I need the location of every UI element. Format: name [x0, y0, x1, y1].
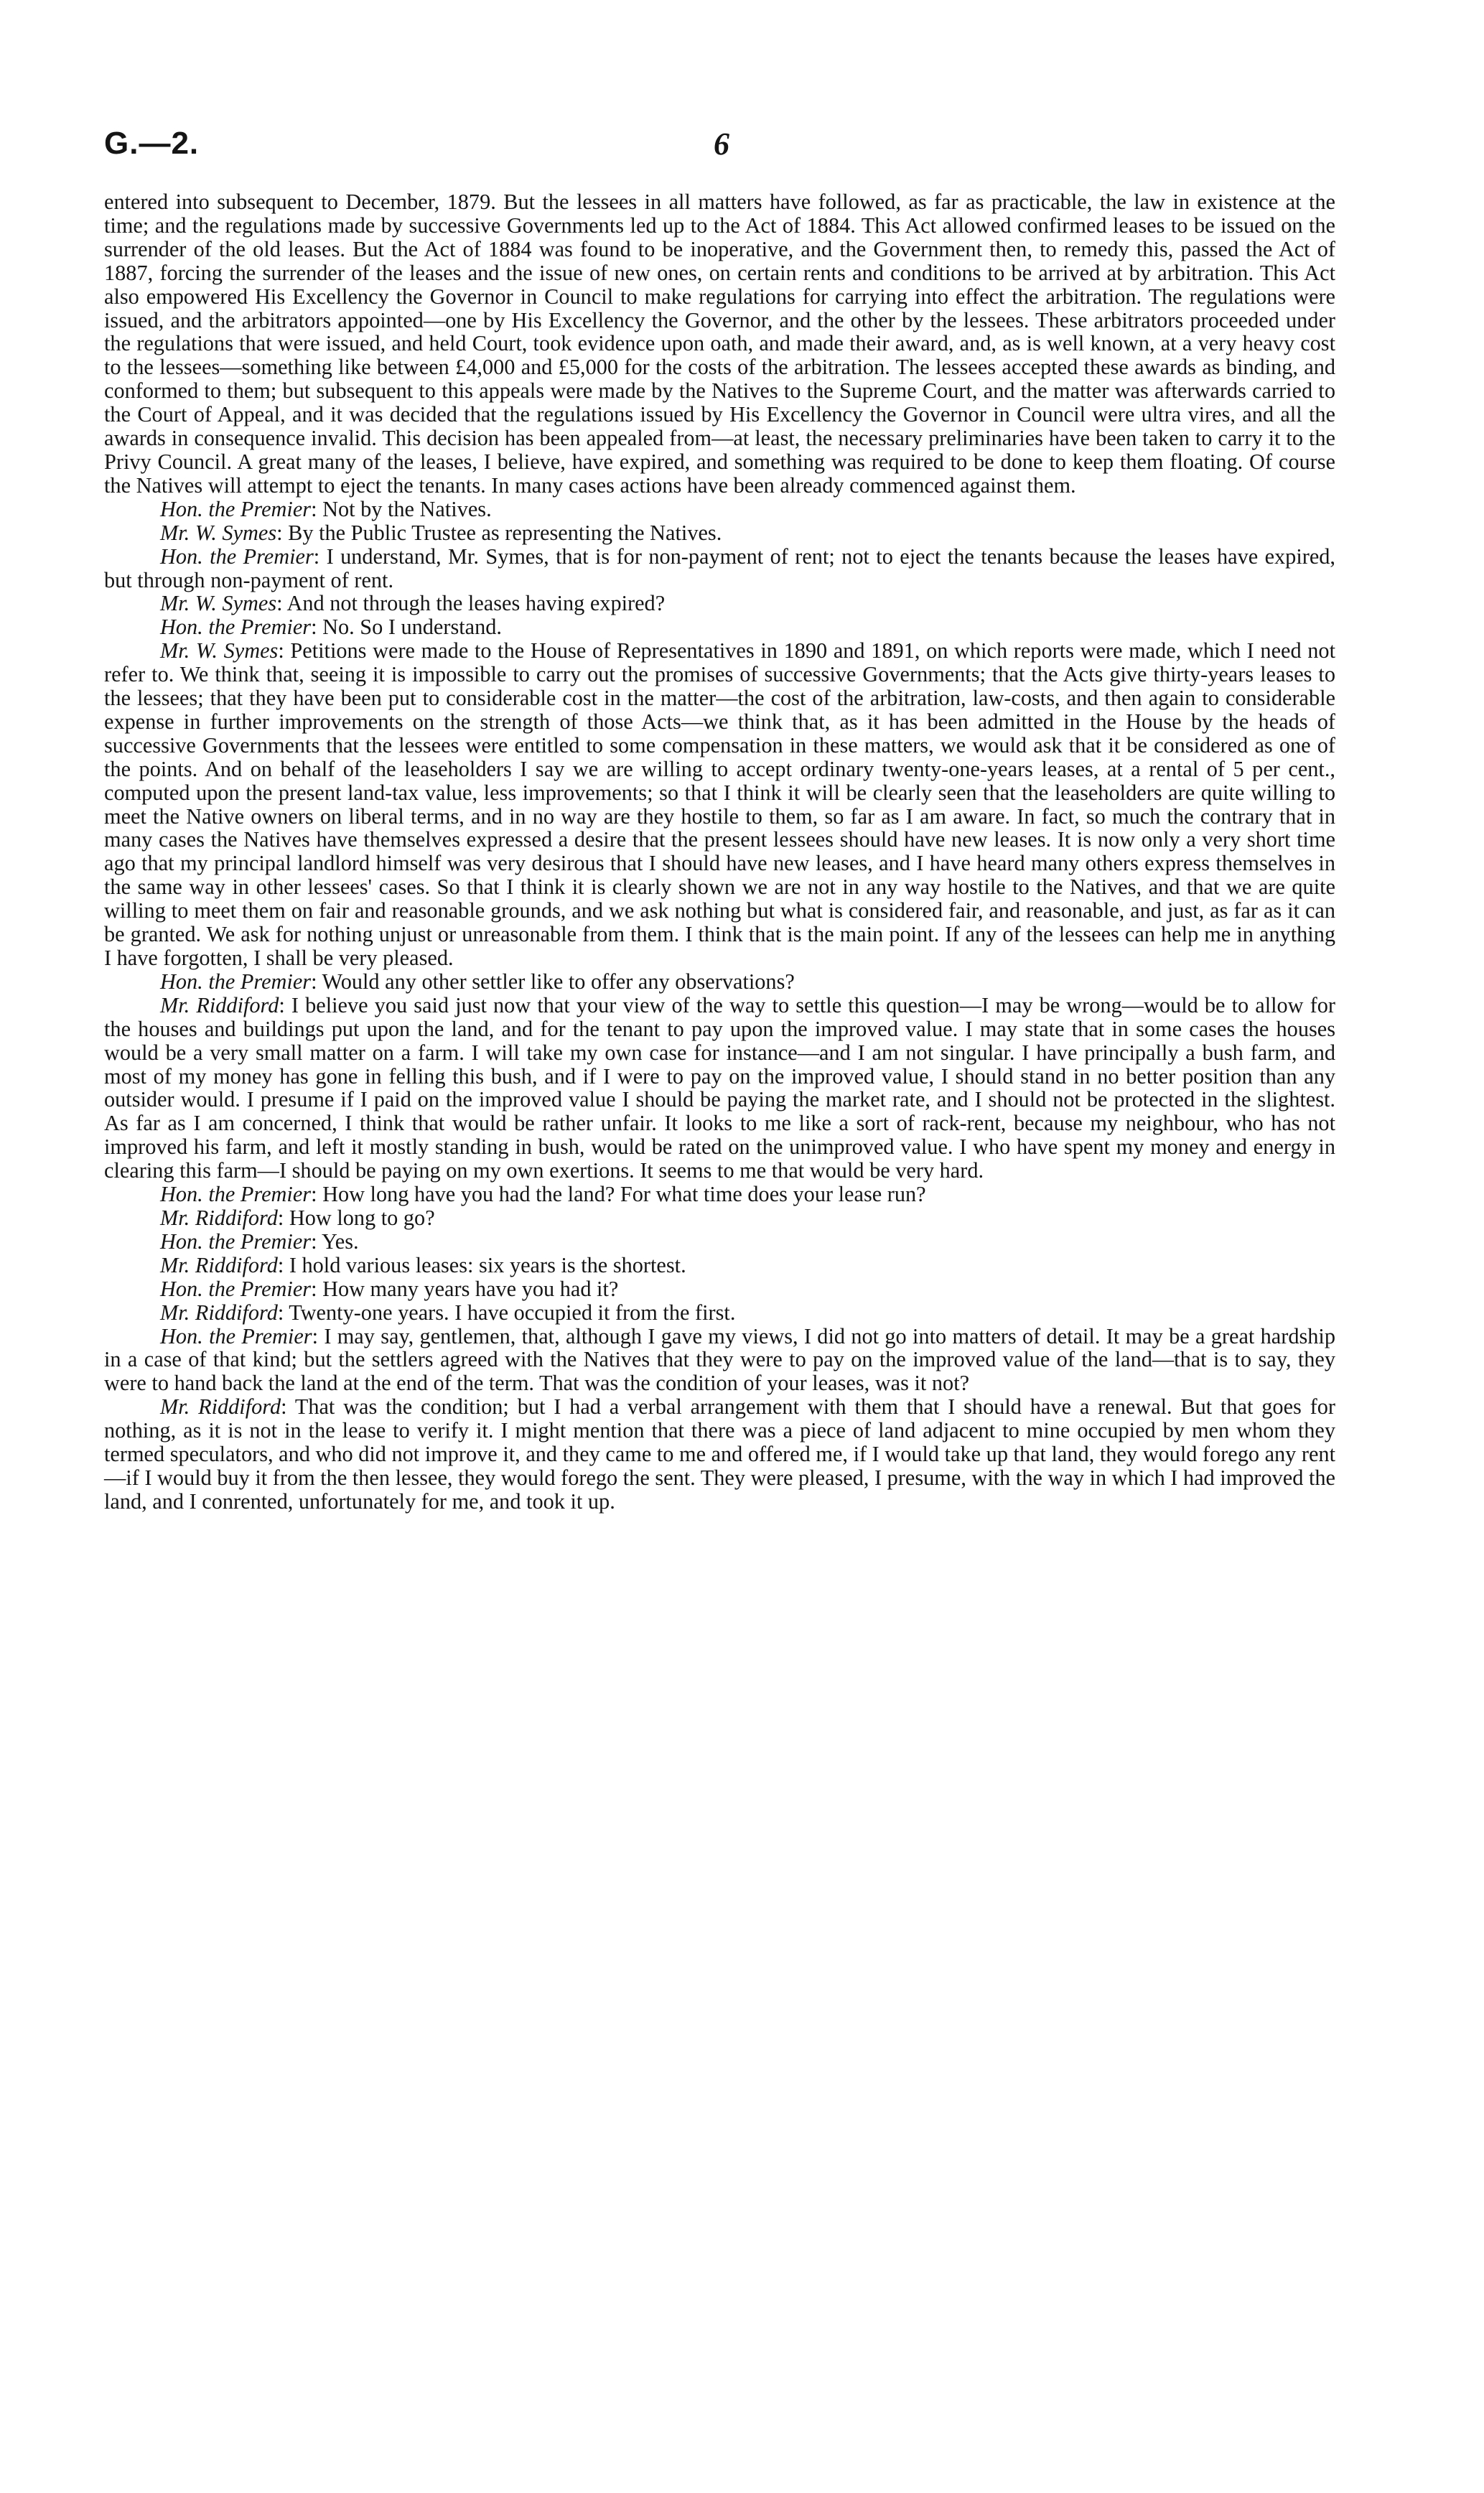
speaker-name: Mr. Riddiford — [160, 1252, 278, 1277]
speaker-name: Hon. the Premier — [160, 615, 312, 640]
paragraph-text: : How many years have you had it? — [311, 1276, 619, 1301]
paragraph-text: : How long to go? — [277, 1205, 435, 1230]
page-number: 6 — [714, 126, 729, 162]
page-header — [104, 126, 1335, 190]
paragraph-text: : I may say, gentlemen, that, although I gave my views, I did not go into matters of detail. It may be a great hardship in a case of that kind; but the settlers agreed with the Natives that they were to pay on the improved value of the land—that is to say, they were to hand back the land at the end of the term. That was the condition of your leases, was it not? — [104, 1323, 1335, 1396]
paragraph-text: : I hold various leases: six years is the shortest. — [277, 1252, 686, 1277]
paragraph-text: : By the Public Trustee as representing the Natives. — [276, 520, 722, 545]
paragraph — [104, 190, 1335, 498]
paragraph — [104, 592, 1335, 615]
paragraph — [104, 1395, 1335, 1514]
paragraph-text: : How long have you had the land? For what time does your lease run? — [311, 1182, 926, 1207]
paragraph-text: : Would any other settler like to offer any observations? — [311, 969, 795, 994]
paragraph — [104, 1325, 1335, 1396]
speaker-name: Mr. W. Symes — [160, 591, 277, 616]
speaker-name: Mr. Riddiford — [160, 1394, 281, 1420]
speaker-name: Hon. the Premier — [160, 496, 312, 521]
paragraph-text: : Petitions were made to the House of Representatives in 1890 and 1891, on which reports were made, which I need not refer to. We think that, seeing it is impossible to carry out the promises of successive Governments; that the Acts give thirty-years leases to the lessees; that they have been put to considerable cost in the matter—the cost of the arbitration, law-costs, and then again to considerable expense in further improvements on the strength of those Acts—we think that, as it has been admitted in the House by the heads of successive Governments that the lessees were entitled to some compensation in these matters, we would ask that it be considered as one of the points. And on behalf of the leaseholders I say we are willing to accept ordinary twenty-one-years leases, at a rental of 5 per cent., computed upon the present land-tax value, less improvements; so that I think it will be clearly seen that the leaseholders are quite willing to meet the Native owners on liberal terms, and in no way are they hostile to them, so far as I am aware. In fact, so much the contrary that in many cases the Natives have themselves expressed a desire that the present lessees should have new leases. It is now only a very short time ago that my principal landlord himself was very desirous that I should have new leases, and I have heard many others express themselves in the same way in other lessees' cases. So that I think it is clearly shown we are not in any way hostile to the Natives, and that we are quite willing to meet them on fair and reasonable grounds, and we ask nothing but what is considered fair, and reasonable, and just, as far as it can be granted. We ask for nothing unjust or unreasonable from them. I think that is the main point. If any of the lessees can help me in anything I have forgotten, I shall be very pleased. — [104, 638, 1335, 970]
paragraph-text: : Twenty-one years. I have occupied it from the first. — [277, 1300, 736, 1325]
document-body — [104, 190, 1335, 1514]
speaker-name: Hon. the Premier — [160, 1323, 312, 1348]
paragraph-text: : No. So I understand. — [311, 615, 502, 640]
paragraph-text: : I believe you said just now that your view of the way to settle this question—I may be wrong—would be to allow for the houses and buildings put upon the land, and for the tenant to pay upon the improved value. I may state that in some cases the houses would be a very small matter on a farm. I will take my own case for instance—and I am not singular. I have principally a bush farm, and most of my money has gone in felling this bush, and if I were to pay on the improved value, I should stand in no better position than any outsider would. I presume if I paid on the improved value I should be paying the market rate, and I should not be protected in the slightest. As far as I am concerned, I think that would be rather unfair. It looks to me like a sort of rack-rent, because my neighbour, who has not improved his farm, and left it mostly standing in bush, would be rated on the unimproved value. I who have spent my money and energy in clearing this farm—I should be paying on my own exertions. It seems to me that would be very hard. — [104, 992, 1335, 1183]
document-reference: G.—2. — [104, 126, 200, 161]
paragraph-text: : And not through the leases having expired? — [276, 591, 666, 616]
speaker-name: Mr. Riddiford — [160, 1205, 278, 1230]
speaker-name: Mr. W. Symes — [160, 520, 277, 545]
paragraph — [104, 615, 1335, 639]
speaker-name: Hon. the Premier — [160, 1276, 312, 1301]
speaker-name: Hon. the Premier — [160, 969, 312, 994]
speaker-name: Mr. W. Symes — [160, 638, 279, 663]
paragraph — [104, 1301, 1335, 1325]
speaker-name: Hon. the Premier — [160, 1182, 312, 1207]
paragraph — [104, 521, 1335, 545]
paragraph-text: : I understand, Mr. Symes, that is for non-payment of rent; not to eject the tenants because the leases have expired, but through non-payment of rent. — [104, 544, 1335, 592]
paragraph-text: : Yes. — [311, 1229, 359, 1254]
paragraph — [104, 498, 1335, 521]
paragraph — [104, 545, 1335, 592]
paragraph-text: : Not by the Natives. — [311, 496, 492, 521]
paragraph-text: entered into subsequent to December, 1879. But the lessees in all matters have followed, as far as practicable, the law in existence at the time; and the regulations made by successive Governments led up to the Act of 1884. This Act allowed confirmed leases to be issued on the surrender of the old leases. But the Act of 1884 was found to be inoperative, and the Government then, to remedy this, passed the Act of 1887, forcing the surrender of the leases and the issue of new ones, on certain rents and conditions to be arrived at by arbitration. This Act also empowered His Excellency the Governor in Council to make regulations for carrying into effect the arbitration. The regulations were issued, and the arbitrators appointed—one by His Excellency the Governor, and the other by the lessees. These arbitrators proceeded under the regulations that were issued, and held Court, took evidence upon oath, and made their award, and, as is well known, at a very heavy cost to the lessees—something like between £4,000 and £5,000 for the costs of the arbitration. The lessees accepted these awards as binding, and conformed to them; but subsequent to this appeals were made by the Natives to the Supreme Court, and the matter was afterwards carried to the Court of Appeal, and it was decided that the regulations issued by His Excellency the Governor in Council were ultra vires, and all the awards in consequence invalid. This decision has been appealed from—at least, the necessary preliminaries have been taken to carry it to the Privy Council. A great many of the leases, I believe, have expired, and something was required to be done to keep them floating. Of course the Natives will attempt to eject the tenants. In many cases actions have been already commenced against them. — [104, 190, 1335, 498]
paragraph — [104, 639, 1335, 970]
document-page — [104, 126, 1335, 1514]
paragraph-text: : That was the condition; but I had a verbal arrangement with them that I should have a renewal. But that goes for nothing, as it is not in the lease to verify it. I might mention that there was a piece of land adjacent to mine occupied by men whom they termed speculators, and who did not improve it, and they came to me and offered me, if I would take up that land, they would forego any rent—if I would buy it from the then lessee, they would forego the sent. They were pleased, I presume, with the way in which I had improved the land, and I conrented, unfortunately for me, and took it up. — [104, 1394, 1335, 1514]
paragraph — [104, 1277, 1335, 1301]
paragraph — [104, 1206, 1335, 1230]
paragraph — [104, 994, 1335, 1183]
paragraph — [104, 1183, 1335, 1206]
speaker-name: Hon. the Premier — [160, 544, 314, 569]
paragraph — [104, 970, 1335, 994]
speaker-name: Mr. Riddiford — [160, 992, 279, 1017]
speaker-name: Mr. Riddiford — [160, 1300, 278, 1325]
paragraph — [104, 1230, 1335, 1254]
paragraph — [104, 1254, 1335, 1277]
speaker-name: Hon. the Premier — [160, 1229, 312, 1254]
